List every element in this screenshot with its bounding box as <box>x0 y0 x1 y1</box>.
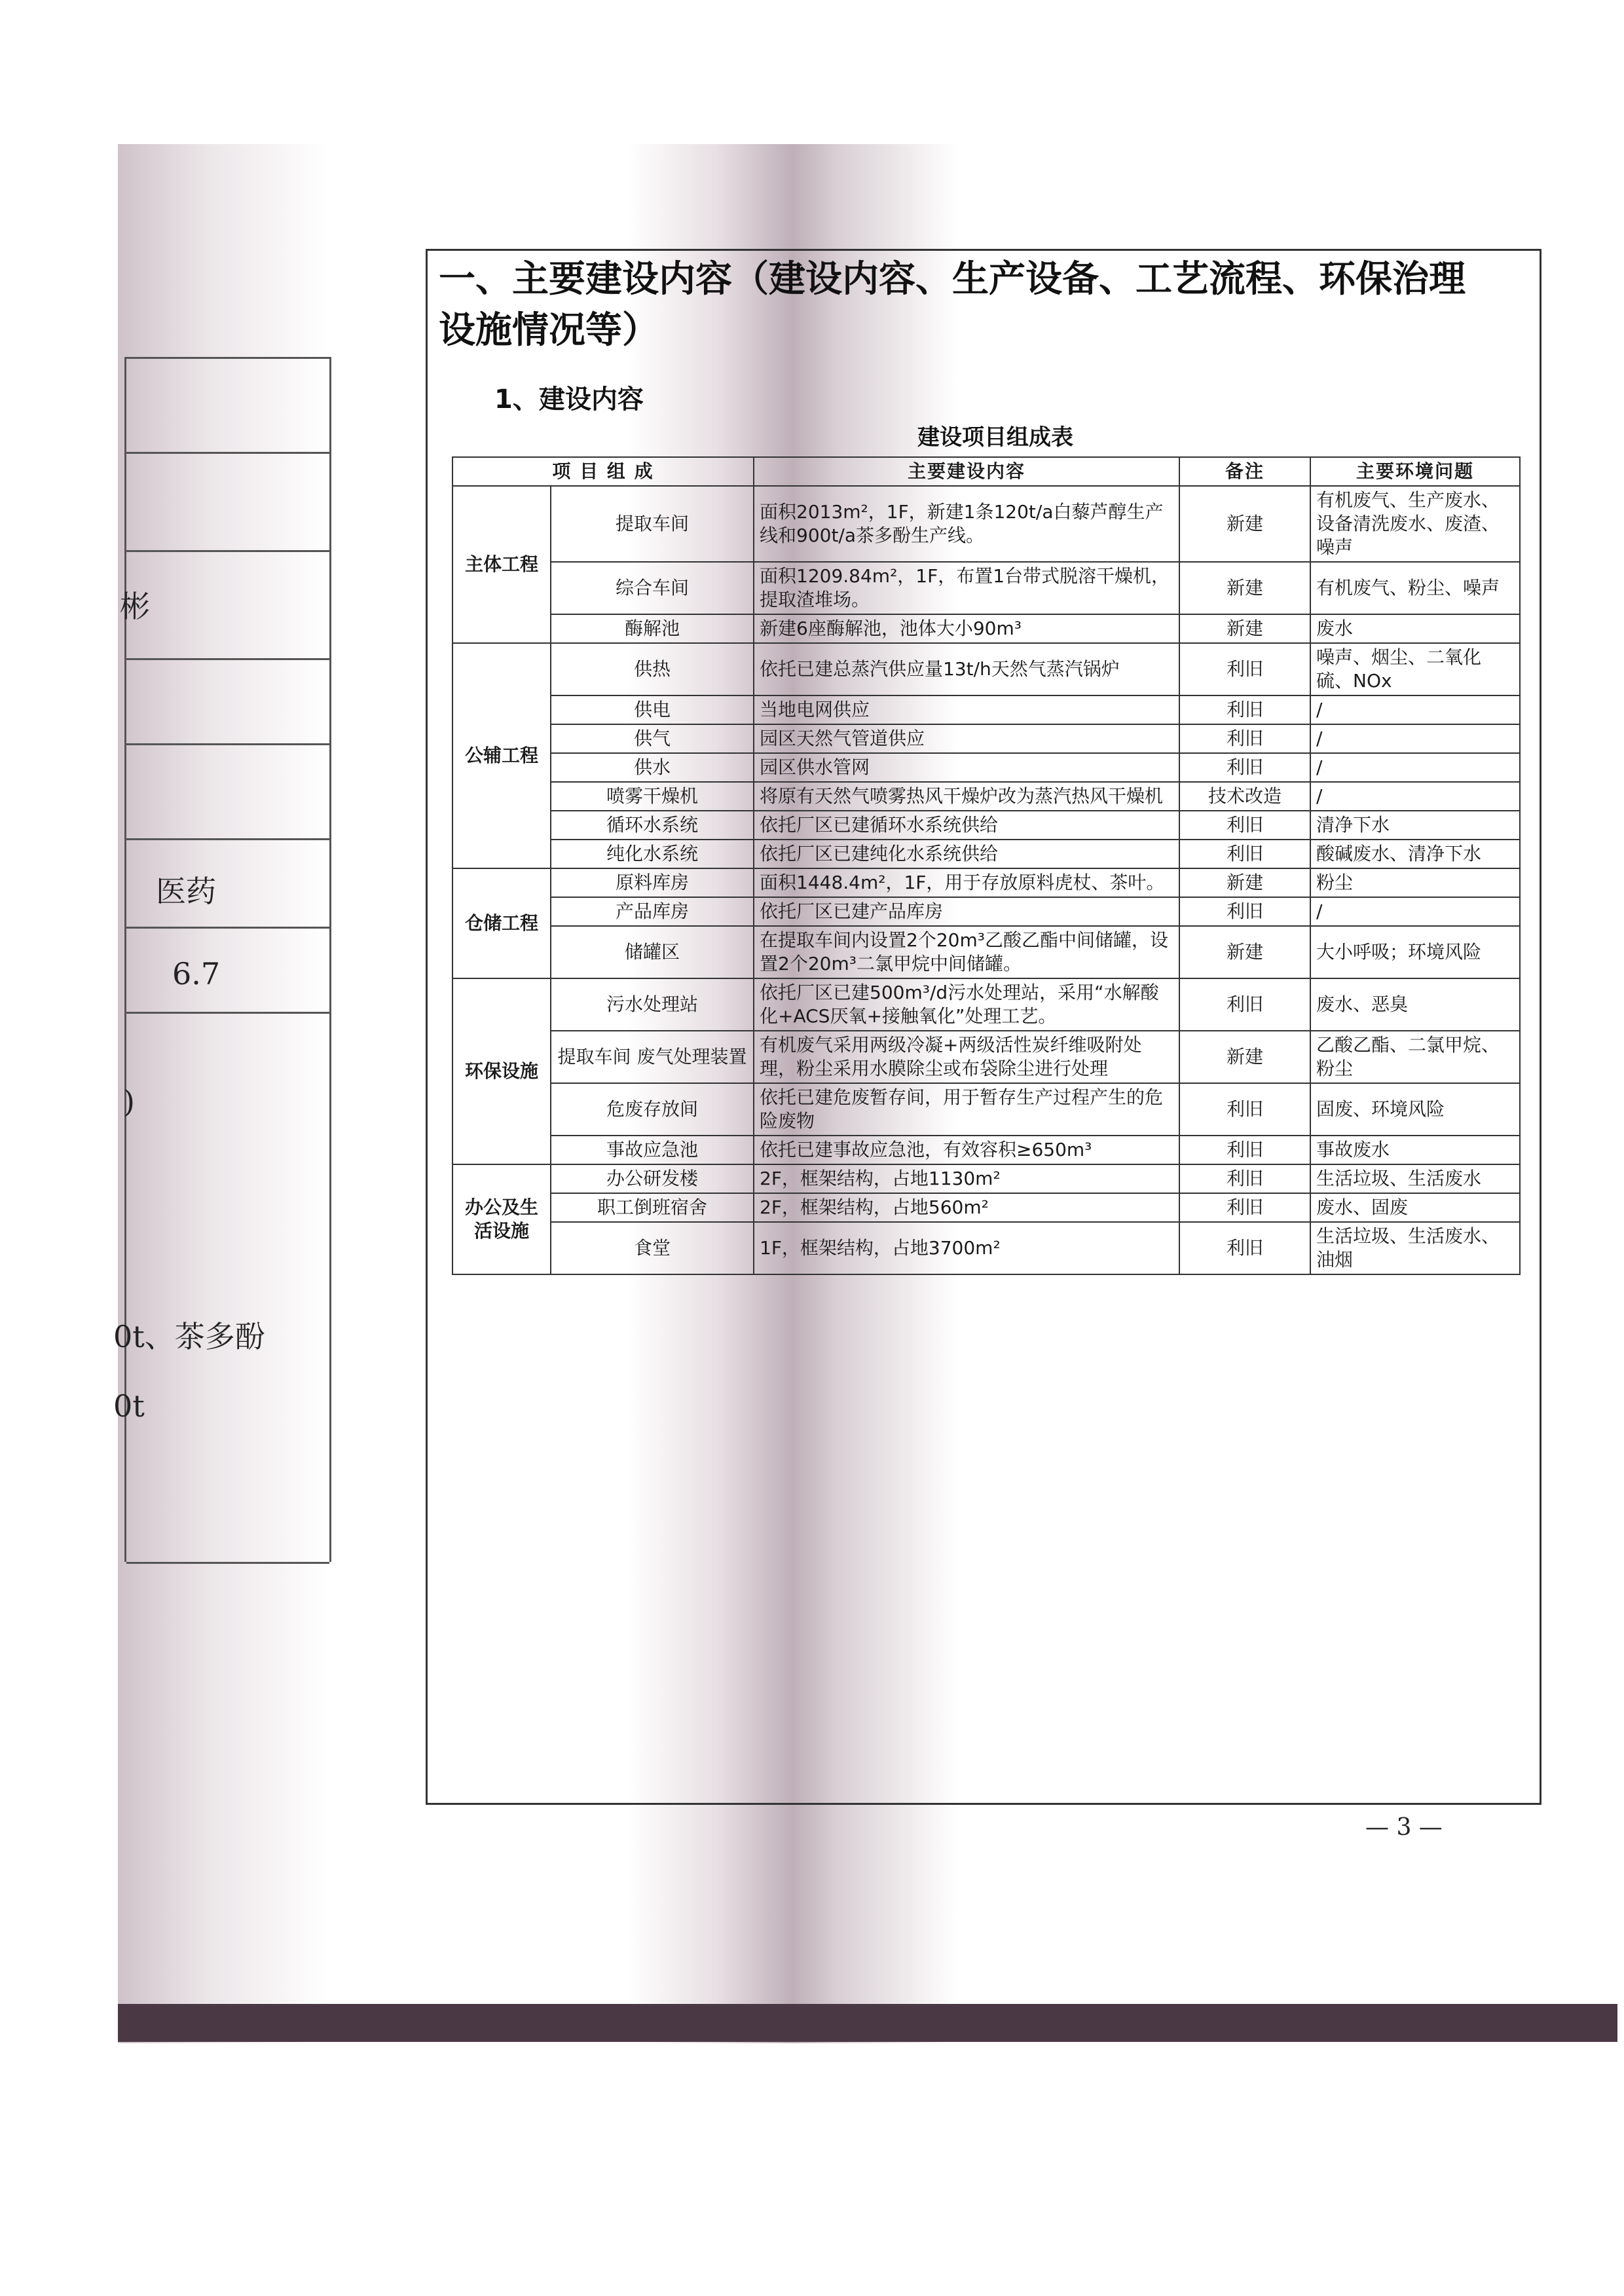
category-cell: 环保设施 <box>452 978 551 1164</box>
header-main-content: 主要建设内容 <box>754 457 1179 486</box>
item-cell: 产品库房 <box>551 897 754 926</box>
issue-cell: 废水、恶臭 <box>1310 978 1520 1031</box>
item-cell: 供水 <box>551 753 754 782</box>
item-cell: 储罐区 <box>551 926 754 978</box>
issue-cell: 生活垃圾、生活废水、油烟 <box>1310 1222 1520 1274</box>
note-cell: 新建 <box>1179 926 1310 978</box>
content-cell: 在提取车间内设置2个20m³乙酸乙酯中间储罐，设置2个20m³二氯甲烷中间储罐。 <box>754 926 1179 978</box>
issue-cell: / <box>1310 897 1520 926</box>
left-page-fragment: 彬 <box>120 589 150 624</box>
issue-cell: / <box>1310 695 1520 724</box>
table-title: 建设项目组成表 <box>917 424 1073 451</box>
issue-cell: / <box>1310 753 1520 782</box>
left-page-fragment: 0t、茶多酚 <box>113 1319 265 1354</box>
content-cell: 依托厂区已建产品库房 <box>754 897 1179 926</box>
item-cell: 供电 <box>551 695 754 724</box>
section-heading-line: 设施情况等） <box>439 309 659 352</box>
table-row <box>452 840 1520 868</box>
header-project-composition: 项 目 组 成 <box>452 457 754 486</box>
issue-cell: 粉尘 <box>1310 868 1520 897</box>
content-cell: 2F，框架结构，占地560m² <box>754 1193 1179 1222</box>
table-row <box>452 978 1520 1031</box>
header-note: 备注 <box>1179 457 1310 486</box>
issue-cell: 清净下水 <box>1310 811 1520 840</box>
note-cell: 技术改造 <box>1179 782 1310 811</box>
project-composition-table <box>452 456 1521 1275</box>
table-row <box>452 695 1520 724</box>
item-cell: 供热 <box>551 643 754 695</box>
item-cell: 喷雾干燥机 <box>551 782 754 811</box>
issue-cell: 生活垃圾、生活废水 <box>1310 1164 1520 1193</box>
issue-cell: 废水 <box>1310 614 1520 643</box>
content-cell: 面积1209.84m²，1F，布置1台带式脱溶干燥机，提取渣堆场。 <box>754 562 1179 614</box>
table-row <box>452 486 1520 562</box>
page-number: — 3 — <box>1365 1814 1443 1841</box>
note-cell: 利旧 <box>1179 753 1310 782</box>
category-cell: 公辅工程 <box>452 643 551 868</box>
item-cell: 食堂 <box>551 1222 754 1274</box>
issue-cell: 大小呼吸；环境风险 <box>1310 926 1520 978</box>
section-heading <box>439 254 1526 356</box>
book-binding-shadow <box>118 2004 1617 2042</box>
table-row <box>452 868 1520 897</box>
item-cell: 纯化水系统 <box>551 840 754 868</box>
table-row <box>452 782 1520 811</box>
note-cell: 利旧 <box>1179 840 1310 868</box>
section-heading-line: 一、主要建设内容（建设内容、生产设备、工艺流程、环保治理 <box>439 258 1466 301</box>
subsection-heading: 1、建设内容 <box>494 384 644 415</box>
content-cell: 2F，框架结构，占地1130m² <box>754 1164 1179 1193</box>
category-cell: 仓储工程 <box>452 868 551 978</box>
note-cell: 利旧 <box>1179 978 1310 1031</box>
table-row <box>452 926 1520 978</box>
header-environmental-issues: 主要环境问题 <box>1310 457 1520 486</box>
content-cell: 依托厂区已建纯化水系统供给 <box>754 840 1179 868</box>
note-cell: 利旧 <box>1179 1136 1310 1164</box>
note-cell: 利旧 <box>1179 724 1310 753</box>
table-row <box>452 753 1520 782</box>
note-cell: 利旧 <box>1179 897 1310 926</box>
table-row <box>452 1164 1520 1193</box>
item-cell: 办公研发楼 <box>551 1164 754 1193</box>
left-page-fragment: ) <box>123 1084 135 1119</box>
note-cell: 利旧 <box>1179 1222 1310 1274</box>
note-cell: 利旧 <box>1179 643 1310 695</box>
note-cell: 利旧 <box>1179 1083 1310 1136</box>
issue-cell: 酸碱废水、清净下水 <box>1310 840 1520 868</box>
content-cell: 1F，框架结构，占地3700m² <box>754 1222 1179 1274</box>
table-row <box>452 643 1520 695</box>
note-cell: 新建 <box>1179 486 1310 562</box>
table-row <box>452 1222 1520 1274</box>
content-cell: 将原有天然气喷雾热风干燥炉改为蒸汽热风干燥机 <box>754 782 1179 811</box>
item-cell: 综合车间 <box>551 562 754 614</box>
issue-cell: 固废、环境风险 <box>1310 1083 1520 1136</box>
content-cell: 面积1448.4m²，1F，用于存放原料虎杖、茶叶。 <box>754 868 1179 897</box>
table-row <box>452 724 1520 753</box>
content-cell: 园区供水管网 <box>754 753 1179 782</box>
content-cell: 依托已建总蒸汽供应量13t/h天然气蒸汽锅炉 <box>754 643 1179 695</box>
content-cell: 当地电网供应 <box>754 695 1179 724</box>
item-cell: 事故应急池 <box>551 1136 754 1164</box>
table-row <box>452 897 1520 926</box>
table-row <box>452 614 1520 643</box>
left-page-fragment: 6.7 <box>172 956 221 991</box>
note-cell: 利旧 <box>1179 1164 1310 1193</box>
note-cell: 新建 <box>1179 562 1310 614</box>
table-row <box>452 1031 1520 1083</box>
note-cell: 利旧 <box>1179 1193 1310 1222</box>
item-cell: 提取车间 废气处理装置 <box>551 1031 754 1083</box>
table-row <box>452 811 1520 840</box>
item-cell: 危废存放间 <box>551 1083 754 1136</box>
table-header-row <box>452 457 1520 486</box>
issue-cell: 乙酸乙酯、二氯甲烷、粉尘 <box>1310 1031 1520 1083</box>
note-cell: 利旧 <box>1179 695 1310 724</box>
item-cell: 原料库房 <box>551 868 754 897</box>
item-cell: 职工倒班宿舍 <box>551 1193 754 1222</box>
item-cell: 酶解池 <box>551 614 754 643</box>
item-cell: 循环水系统 <box>551 811 754 840</box>
content-cell: 有机废气采用两级冷凝+两级活性炭纤维吸附处理，粉尘采用水膜除尘或布袋除尘进行处理 <box>754 1031 1179 1083</box>
table-row <box>452 1083 1520 1136</box>
left-page-fragment: 0t <box>113 1388 145 1424</box>
note-cell: 利旧 <box>1179 811 1310 840</box>
category-cell: 主体工程 <box>452 486 551 643</box>
table-row <box>452 1136 1520 1164</box>
content-cell: 面积2013m²，1F，新建1条120t/a白藜芦醇生产线和900t/a茶多酚生产线。 <box>754 486 1179 562</box>
content-cell: 新建6座酶解池，池体大小90m³ <box>754 614 1179 643</box>
note-cell: 新建 <box>1179 614 1310 643</box>
issue-cell: / <box>1310 782 1520 811</box>
item-cell: 污水处理站 <box>551 978 754 1031</box>
content-cell: 依托已建事故应急池，有效容积≥650m³ <box>754 1136 1179 1164</box>
issue-cell: 有机废气、生产废水、设备清洗废水、废渣、噪声 <box>1310 486 1520 562</box>
content-cell: 依托厂区已建500m³/d污水处理站，采用“水解酸化+ACS厌氧+接触氧化”处理工艺。 <box>754 978 1179 1031</box>
left-page-partial-table <box>113 357 331 1562</box>
table-row <box>452 1193 1520 1222</box>
issue-cell: 废水、固废 <box>1310 1193 1520 1222</box>
content-cell: 园区天然气管道供应 <box>754 724 1179 753</box>
item-cell: 供气 <box>551 724 754 753</box>
table-body <box>452 486 1520 1274</box>
table-row <box>452 562 1520 614</box>
issue-cell: / <box>1310 724 1520 753</box>
note-cell: 新建 <box>1179 1031 1310 1083</box>
category-cell: 办公及生活设施 <box>452 1164 551 1274</box>
issue-cell: 事故废水 <box>1310 1136 1520 1164</box>
item-cell: 提取车间 <box>551 486 754 562</box>
left-page-fragment: 医药 <box>156 874 216 909</box>
issue-cell: 有机废气、粉尘、噪声 <box>1310 562 1520 614</box>
content-cell: 依托厂区已建循环水系统供给 <box>754 811 1179 840</box>
issue-cell: 噪声、烟尘、二氧化硫、NOx <box>1310 643 1520 695</box>
note-cell: 新建 <box>1179 868 1310 897</box>
content-cell: 依托已建危废暂存间，用于暂存生产过程产生的危险废物 <box>754 1083 1179 1136</box>
